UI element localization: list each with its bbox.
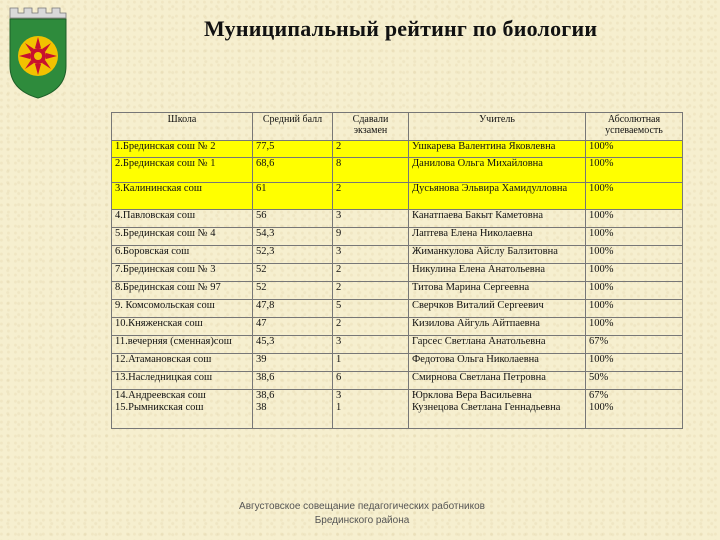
table-header-row [112, 113, 683, 141]
cell-teacher-15: Кузнецова Светлана Геннадьевна [412, 402, 561, 413]
cell-school: 4.Павловская сош [112, 210, 253, 228]
cell-success: 100% [586, 141, 683, 158]
footer-caption: Августовское совещание педагогических работников Брединского района [239, 501, 485, 526]
cell-school: 7.Брединская сош № 3 [112, 264, 253, 282]
cell-avg: 56 [253, 210, 333, 228]
cell-avg-15: 38 [256, 402, 267, 413]
cell-teacher: Данилова Ольга Михайловна [409, 158, 586, 183]
table-row [112, 210, 683, 228]
cell-teacher: Федотова Ольга Николаевна [409, 354, 586, 372]
cell-teacher: Сверчков Виталий Сергеевич [409, 300, 586, 318]
cell-school: 1.Брединская сош № 2 [112, 141, 253, 158]
cell-success: 100% [586, 282, 683, 300]
cell-avg: 61 [253, 183, 333, 210]
cell-school: 13.Наследницкая сош [112, 372, 253, 390]
cell-success: 100% [586, 264, 683, 282]
cell-avg: 38,6 [253, 372, 333, 390]
cell-teacher: Гарсес Светлана Анатольевна [409, 336, 586, 354]
table-row [112, 228, 683, 246]
table-row [112, 183, 683, 210]
cell-school: 11.вечерняя (сменная)сош [112, 336, 253, 354]
table-row [112, 318, 683, 336]
cell-teacher: Никулина Елена Анатольевна [409, 264, 586, 282]
header-passed-exam: Сдавали экзамен [333, 113, 409, 141]
cell-passed: 6 [333, 372, 409, 390]
cell-success: 100% [586, 246, 683, 264]
cell-success [586, 390, 683, 429]
cell-success: 50% [586, 372, 683, 390]
cell-passed: 3 [333, 246, 409, 264]
cell-teacher: Смирнова Светлана Петровна [409, 372, 586, 390]
cell-success: 100% [586, 228, 683, 246]
cell-passed [333, 390, 409, 429]
cell-passed: 1 [333, 354, 409, 372]
cell-success: 100% [586, 183, 683, 210]
cell-school-15: 15.Рымникская сош [115, 402, 204, 413]
cell-avg: 47 [253, 318, 333, 336]
cell-avg: 52,3 [253, 246, 333, 264]
cell-teacher: Дусьянова Эльвира Хамидулловна [409, 183, 586, 210]
cell-success: 67% [586, 336, 683, 354]
cell-avg: 45,3 [253, 336, 333, 354]
table-row [112, 336, 683, 354]
cell-success-14: 67% [589, 390, 609, 401]
table-row [112, 300, 683, 318]
header-teacher: Учитель [409, 113, 586, 141]
table-row [112, 158, 683, 183]
coat-of-arms-icon [6, 4, 70, 100]
cell-teacher: Титова Марина Сергеевна [409, 282, 586, 300]
cell-school [112, 390, 253, 429]
cell-avg-14: 38,6 [256, 390, 275, 401]
cell-passed: 2 [333, 264, 409, 282]
cell-teacher [409, 390, 586, 429]
table-row [112, 282, 683, 300]
cell-success: 100% [586, 354, 683, 372]
cell-success-15: 100% [589, 402, 614, 413]
cell-success: 100% [586, 300, 683, 318]
cell-school: 2.Брединская сош № 1 [112, 158, 253, 183]
cell-school-14: 14.Андреевская сош [115, 390, 206, 401]
cell-teacher: Жиманкулова Айслу Балзитовна [409, 246, 586, 264]
cell-school: 10.Княженская сош [112, 318, 253, 336]
header-avg-score: Средний балл [253, 113, 333, 141]
page-title: Муниципальный рейтинг по биологии [204, 16, 598, 41]
cell-teacher-14: Юрклова Вера Васильевна [412, 390, 532, 401]
cell-school: 8.Брединская сош № 97 [112, 282, 253, 300]
table-row-merged [112, 390, 683, 429]
cell-passed: 9 [333, 228, 409, 246]
table-row [112, 141, 683, 158]
table-row [112, 354, 683, 372]
cell-passed: 2 [333, 183, 409, 210]
cell-success: 100% [586, 210, 683, 228]
cell-passed-15: 1 [336, 402, 342, 413]
cell-passed: 2 [333, 318, 409, 336]
cell-avg: 47,8 [253, 300, 333, 318]
table-row [112, 246, 683, 264]
cell-avg: 54,3 [253, 228, 333, 246]
table-row [112, 372, 683, 390]
cell-teacher: Ушкарева Валентина Яковлевна [409, 141, 586, 158]
cell-avg: 39 [253, 354, 333, 372]
rating-table [111, 112, 683, 429]
cell-passed: 3 [333, 210, 409, 228]
cell-passed: 2 [333, 141, 409, 158]
cell-passed: 2 [333, 282, 409, 300]
cell-school: 3.Калининская сош [112, 183, 253, 210]
cell-school: 12.Атамановская сош [112, 354, 253, 372]
cell-success: 100% [586, 158, 683, 183]
cell-teacher: Лаптева Елена Николаевна [409, 228, 586, 246]
cell-teacher: Кизилова Айгуль Айтпаевна [409, 318, 586, 336]
cell-success: 100% [586, 318, 683, 336]
header-school: Школа [112, 113, 253, 141]
cell-passed: 5 [333, 300, 409, 318]
header-success-rate: Абсолютная успеваемость [586, 113, 683, 141]
cell-avg [253, 390, 333, 429]
cell-avg: 52 [253, 264, 333, 282]
cell-school: 5.Брединская сош № 4 [112, 228, 253, 246]
cell-passed-14: 3 [336, 390, 342, 401]
cell-avg: 68,6 [253, 158, 333, 183]
cell-avg: 77,5 [253, 141, 333, 158]
cell-teacher: Канатпаева Бакыт Каметовна [409, 210, 586, 228]
cell-passed: 8 [333, 158, 409, 183]
cell-passed: 3 [333, 336, 409, 354]
cell-school: 6.Боровская сош [112, 246, 253, 264]
table-row [112, 264, 683, 282]
cell-avg: 52 [253, 282, 333, 300]
cell-school: 9. Комсомольская сош [112, 300, 253, 318]
